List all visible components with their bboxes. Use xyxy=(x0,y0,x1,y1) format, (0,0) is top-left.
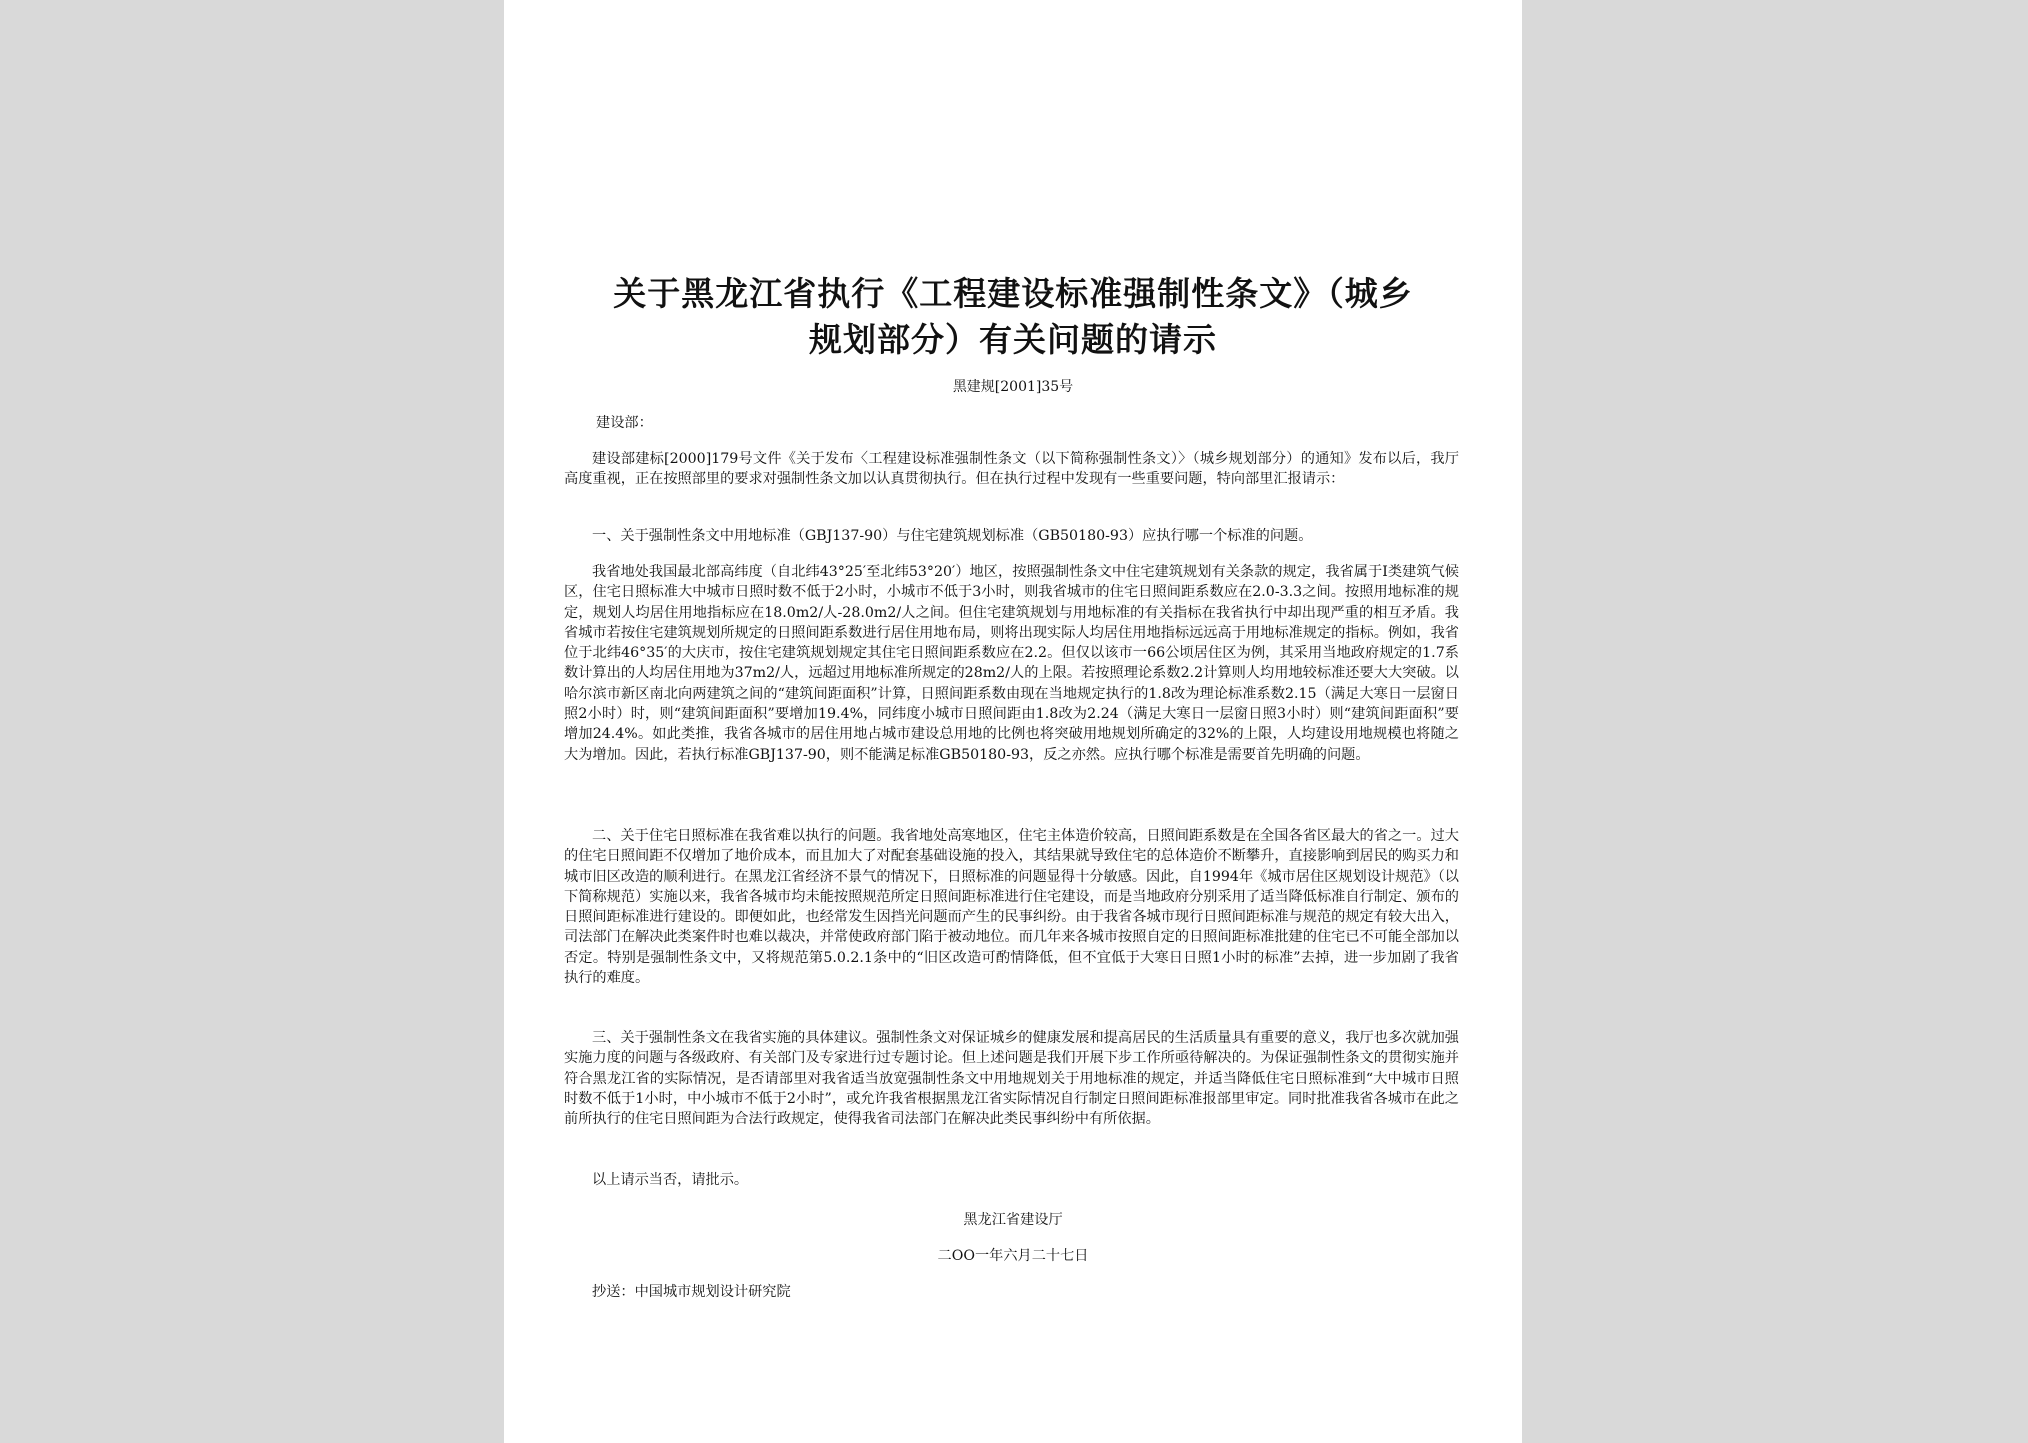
document-title-line-1: 关于黑龙江省执行《工程建设标准强制性条文》（城乡 xyxy=(613,274,1413,313)
paragraph-closing: 以上请示当否，请批示。 xyxy=(592,1172,749,1188)
issue-date: 二OO一年六月二十七日 xyxy=(937,1248,1089,1264)
paragraph-issue-3: 三、关于强制性条文在我省实施的具体建议。强制性条文对保证城乡的健康发展和提高居民的生活质量具有重要的意义，我厅也多次就加强实施力度的问题与各级政府、有关部门及专家进行过专题讨论。但上述问题是我们开展下步工作所亟待解决的。为保证强制性条文的贯彻实施并符合黑龙江省的实际情况，是否请部里对我省适当放宽强制性条文中用地规划关于用地标准的规定，并适当降低住宅日照标准到“大中城市日照时数不低于1小时，中小城市不低于2小时”，或允许我省根据黑龙江省实际情况自行制定日照间距标准报部里审定。同时批准我省各城市在此之前所执行的住宅日照间距为合法行政规定，使得我省司法部门在解决此类民事纠纷中有所依据。 xyxy=(564,1030,1459,1128)
addressee: 建设部： xyxy=(596,415,653,431)
document-title-line-2: 规划部分）有关问题的请示 xyxy=(809,320,1217,359)
paragraph-intro: 建设部建标[2000]179号文件《关于发布〈工程建设标准强制性条文（以下简称强制性条文）〉（城乡规划部分）的通知》发布以后，我厅高度重视，正在按照部里的要求对强制性条文加以认真贯彻执行。但在执行过程中发现有一些重要问题，特向部里汇报请示： xyxy=(564,451,1459,488)
paragraph-issue-1-detail: 我省地处我国最北部高纬度（自北纬43°25′至北纬53°20′）地区，按照强制性条文中住宅建筑规划有关条款的规定，我省属于Ⅰ类建筑气候区，住宅日照标准大中城市日照时数不低于2小时，小城市不低于3小时，则我省城市的住宅日照间距系数应在2.0-3.3之间。按照用地标准的规定，规划人均居住用地指标应在18.0m2/人-28.0m2/人之间。但住宅建筑规划与用地标准的有关指标在我省执行中却出现严重的相互矛盾。我省城市若按住宅建筑规划所规定的日照间距系数进行居住用地布局，则将出现实际人均居住用地指标远远高于用地标准规定的指标。例如，我省位于北纬46°35′的大庆市，按住宅建筑规划规定其住宅日照间距系数应在2.2。但仅以该市一66公顷居住区为例，其采用当地政府规定的1.7系数计算出的人均居住用地为37m2/人，远超过用地标准所规定的28m2/人的上限。若按照理论系数2.2计算则人均用地较标准还要大大突破。以哈尔滨市新区南北向两建筑之间的“建筑间距面积”计算，日照间距系数由现在当地规定执行的1.8改为理论标准系数2.15（满足大寒日一层窗日照2小时）时，则“建筑间距面积”要增加19.4%，同纬度小城市日照间距由1.8改为2.24（满足大寒日一层窗日照3小时）则“建筑间距面积”要增加24.4%。如此类推，我省各城市的居住用地占城市建设总用地的比例也将突破用地规划所确定的32%的上限，人均建设用地规模也将随之大为增加。因此，若执行标准GBJ137-90，则不能满足标准GB50180-93，反之亦然。应执行哪个标准是需要首先明确的问题。 xyxy=(564,564,1459,763)
issuer-signature: 黑龙江省建设厅 xyxy=(963,1212,1063,1228)
carbon-copy: 抄送：中国城市规划设计研究院 xyxy=(592,1284,791,1300)
paragraph-issue-2: 二、关于住宅日照标准在我省难以执行的问题。我省地处高寒地区，住宅主体造价较高，日照间距系数是在全国各省区最大的省之一。过大的住宅日照间距不仅增加了地价成本，而且加大了对配套基础设施的投入，其结果就导致住宅的总体造价不断攀升，直接影响到居民的购买力和城市旧区改造的顺利进行。在黑龙江省经济不景气的情况下，日照标准的问题显得十分敏感。因此，自1994年《城市居住区规划设计规范》（以下简称规范）实施以来，我省各城市均未能按照规范所定日照间距标准进行住宅建设，而是当地政府分别采用了适当降低标准自行制定、颁布的日照间距标准进行建设的。即便如此，也经常发生因挡光问题而产生的民事纠纷。由于我省各城市现行日照间距标准与规范的规定有较大出入，司法部门在解决此类案件时也难以裁决，并常使政府部门陷于被动地位。而几年来各城市按照自定的日照间距标准批建的住宅已不可能全部加以否定。特别是强制性条文中，又将规范第5.0.2.1条中的“旧区改造可酌情降低，但不宜低于大寒日日照1小时的标准”去掉，进一步加剧了我省执行的难度。 xyxy=(564,828,1459,987)
paragraph-issue-1-heading: 一、关于强制性条文中用地标准（GBJ137-90）与住宅建筑规划标准（GB50180-93）应执行哪一个标准的问题。 xyxy=(592,528,1313,544)
document-number: 黑建规[2001]35号 xyxy=(952,379,1074,395)
document-page xyxy=(504,0,1522,1443)
